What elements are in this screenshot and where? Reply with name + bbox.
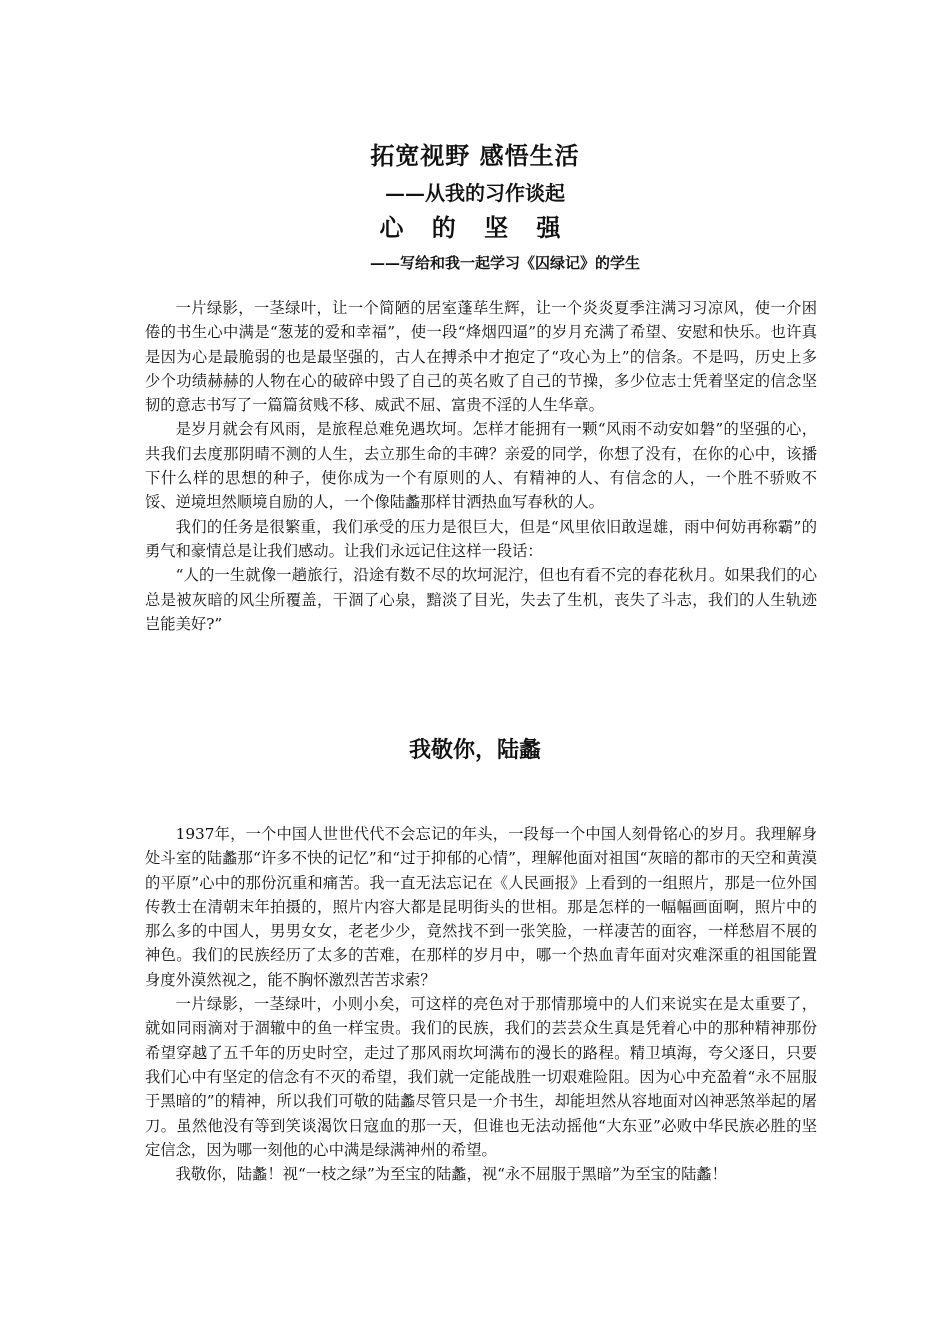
essay1-title: 心 的 坚 强 bbox=[379, 213, 571, 242]
essay1-subtitle: ——写给和我一起学习《囚绿记》的学生 bbox=[369, 254, 640, 272]
essay1-paragraph: 我们的任务是很繁重，我们承受的压力是很巨大，但是“风里依旧敢逞雄，雨中何妨再称霸”的勇气和豪情总是让我们感动。让我们永远记住这样一段话： bbox=[145, 517, 817, 560]
page-title: 拓宽视野 感悟生活 bbox=[370, 141, 580, 170]
essay1-quote-paragraph: “人的一生就像一趟旅行，沿途有数不尽的坎坷泥泞，但也有看不完的春花秋月。如果我们的心总是被灰暗的风尘所覆盖，干涸了心泉，黯淡了目光，失去了生机，丧失了斗志，我们的人生轨迹岂能美好?” bbox=[145, 566, 817, 633]
essay1-paragraph: 一片绿影，一茎绿叶，让一个简陋的居室蓬荜生辉，让一个炎炎夏季注满习习凉风，使一介困倦的书生心中满是“葱茏的爱和幸福”，使一段“烽烟四逼”的岁月充满了希望、安慰和快乐。也许真是因为心是最脆弱的也是最坚强的，古人在搏杀中才抱定了“攻心为上”的信条。不是吗，历史上多少个功绩赫赫的人物在心的破碎中毁了自己的英名败了自己的节操，多少位志士凭着坚定的信念坚韧的意志书写了一篇篇贫贱不移、威武不屈、富贵不淫的人生华章。 bbox=[145, 299, 817, 415]
essay1-body bbox=[145, 296, 817, 636]
essay2-title: 我敬你，陆蠡 bbox=[408, 737, 541, 763]
page-subtitle: ——从我的习作谈起 bbox=[385, 181, 565, 205]
essay2-body bbox=[145, 822, 817, 1186]
essay2-paragraph: 我敬你，陆蠡！视“一枝之绿”为至宝的陆蠡，视“永不屈服于黑暗”为至宝的陆蠡！ bbox=[175, 1165, 727, 1184]
essay2-paragraph: 一片绿影，一茎绿叶，小则小矣，可这样的亮色对于那情那境中的人们来说实在是太重要了，就如同雨滴对于涸辙中的鱼一样宝贵。我们的民族，我们的芸芸众生真是凭着心中的那种精神那份希望穿越了五千年的历史时空，走过了那风雨坎坷满布的漫长的路程。精卫填海，夸父逐日，只要我们心中有坚定的信念有不灭的希望，我们就一定能战胜一切艰难险阻。因为心中充盈着“永不屈服于黑暗的”的精神，所以我们可敬的陆蠡尽管只是一介书生，却能坦然从容地面对凶神恶煞举起的屠刀。虽然他没有等到笑谈渴饮日寇血的那一天，但谁也无法动摇他“大东亚”必败中华民族必胜的坚定信念，因为哪一刻他的心中满是绿满神州的希望。 bbox=[145, 995, 817, 1159]
essay2-paragraph: 1937年，一个中国人世世代代不会忘记的年头，一段每一个中国人刻骨铭心的岁月。我理解身处斗室的陆蠡那“许多不快的记忆”和“过于抑郁的心情”，理解他面对祖国“灰暗的都市的天空和黄漠的平原”心中的那份沉重和痛苦。我一直无法忘记在《人民画报》上看到的一组照片，那是一位外国传教士在清朝末年拍摄的，照片内容大都是昆明街头的世相。那是怎样的一幅幅画面啊，照片中的那么多的中国人，男男女女，老老少少，竟然找不到一张笑脸，一样凄苦的面容，一样愁眉不展的神色。我们的民族经历了太多的苦难，在那样的岁月中，哪一个热血青年面对灾难深重的祖国能置身度外漠然视之，能不胸怀激烈苦苦求索？ bbox=[145, 825, 817, 989]
essay1-paragraph: 是岁月就会有风雨，是旅程总难免遇坎坷。怎样才能拥有一颗“风雨不动安如磐”的坚强的心，共我们去度那阴晴不测的人生，去立那生命的丰碑？亲爱的同学，你想了没有，在你的心中，该播下什么样的思想的种子，使你成为一个有原则的人、有精神的人、有信念的人，一个胜不骄败不馁、逆境坦然顺境自励的人，一个像陆蠡那样甘洒热血写春秋的人。 bbox=[145, 420, 817, 512]
